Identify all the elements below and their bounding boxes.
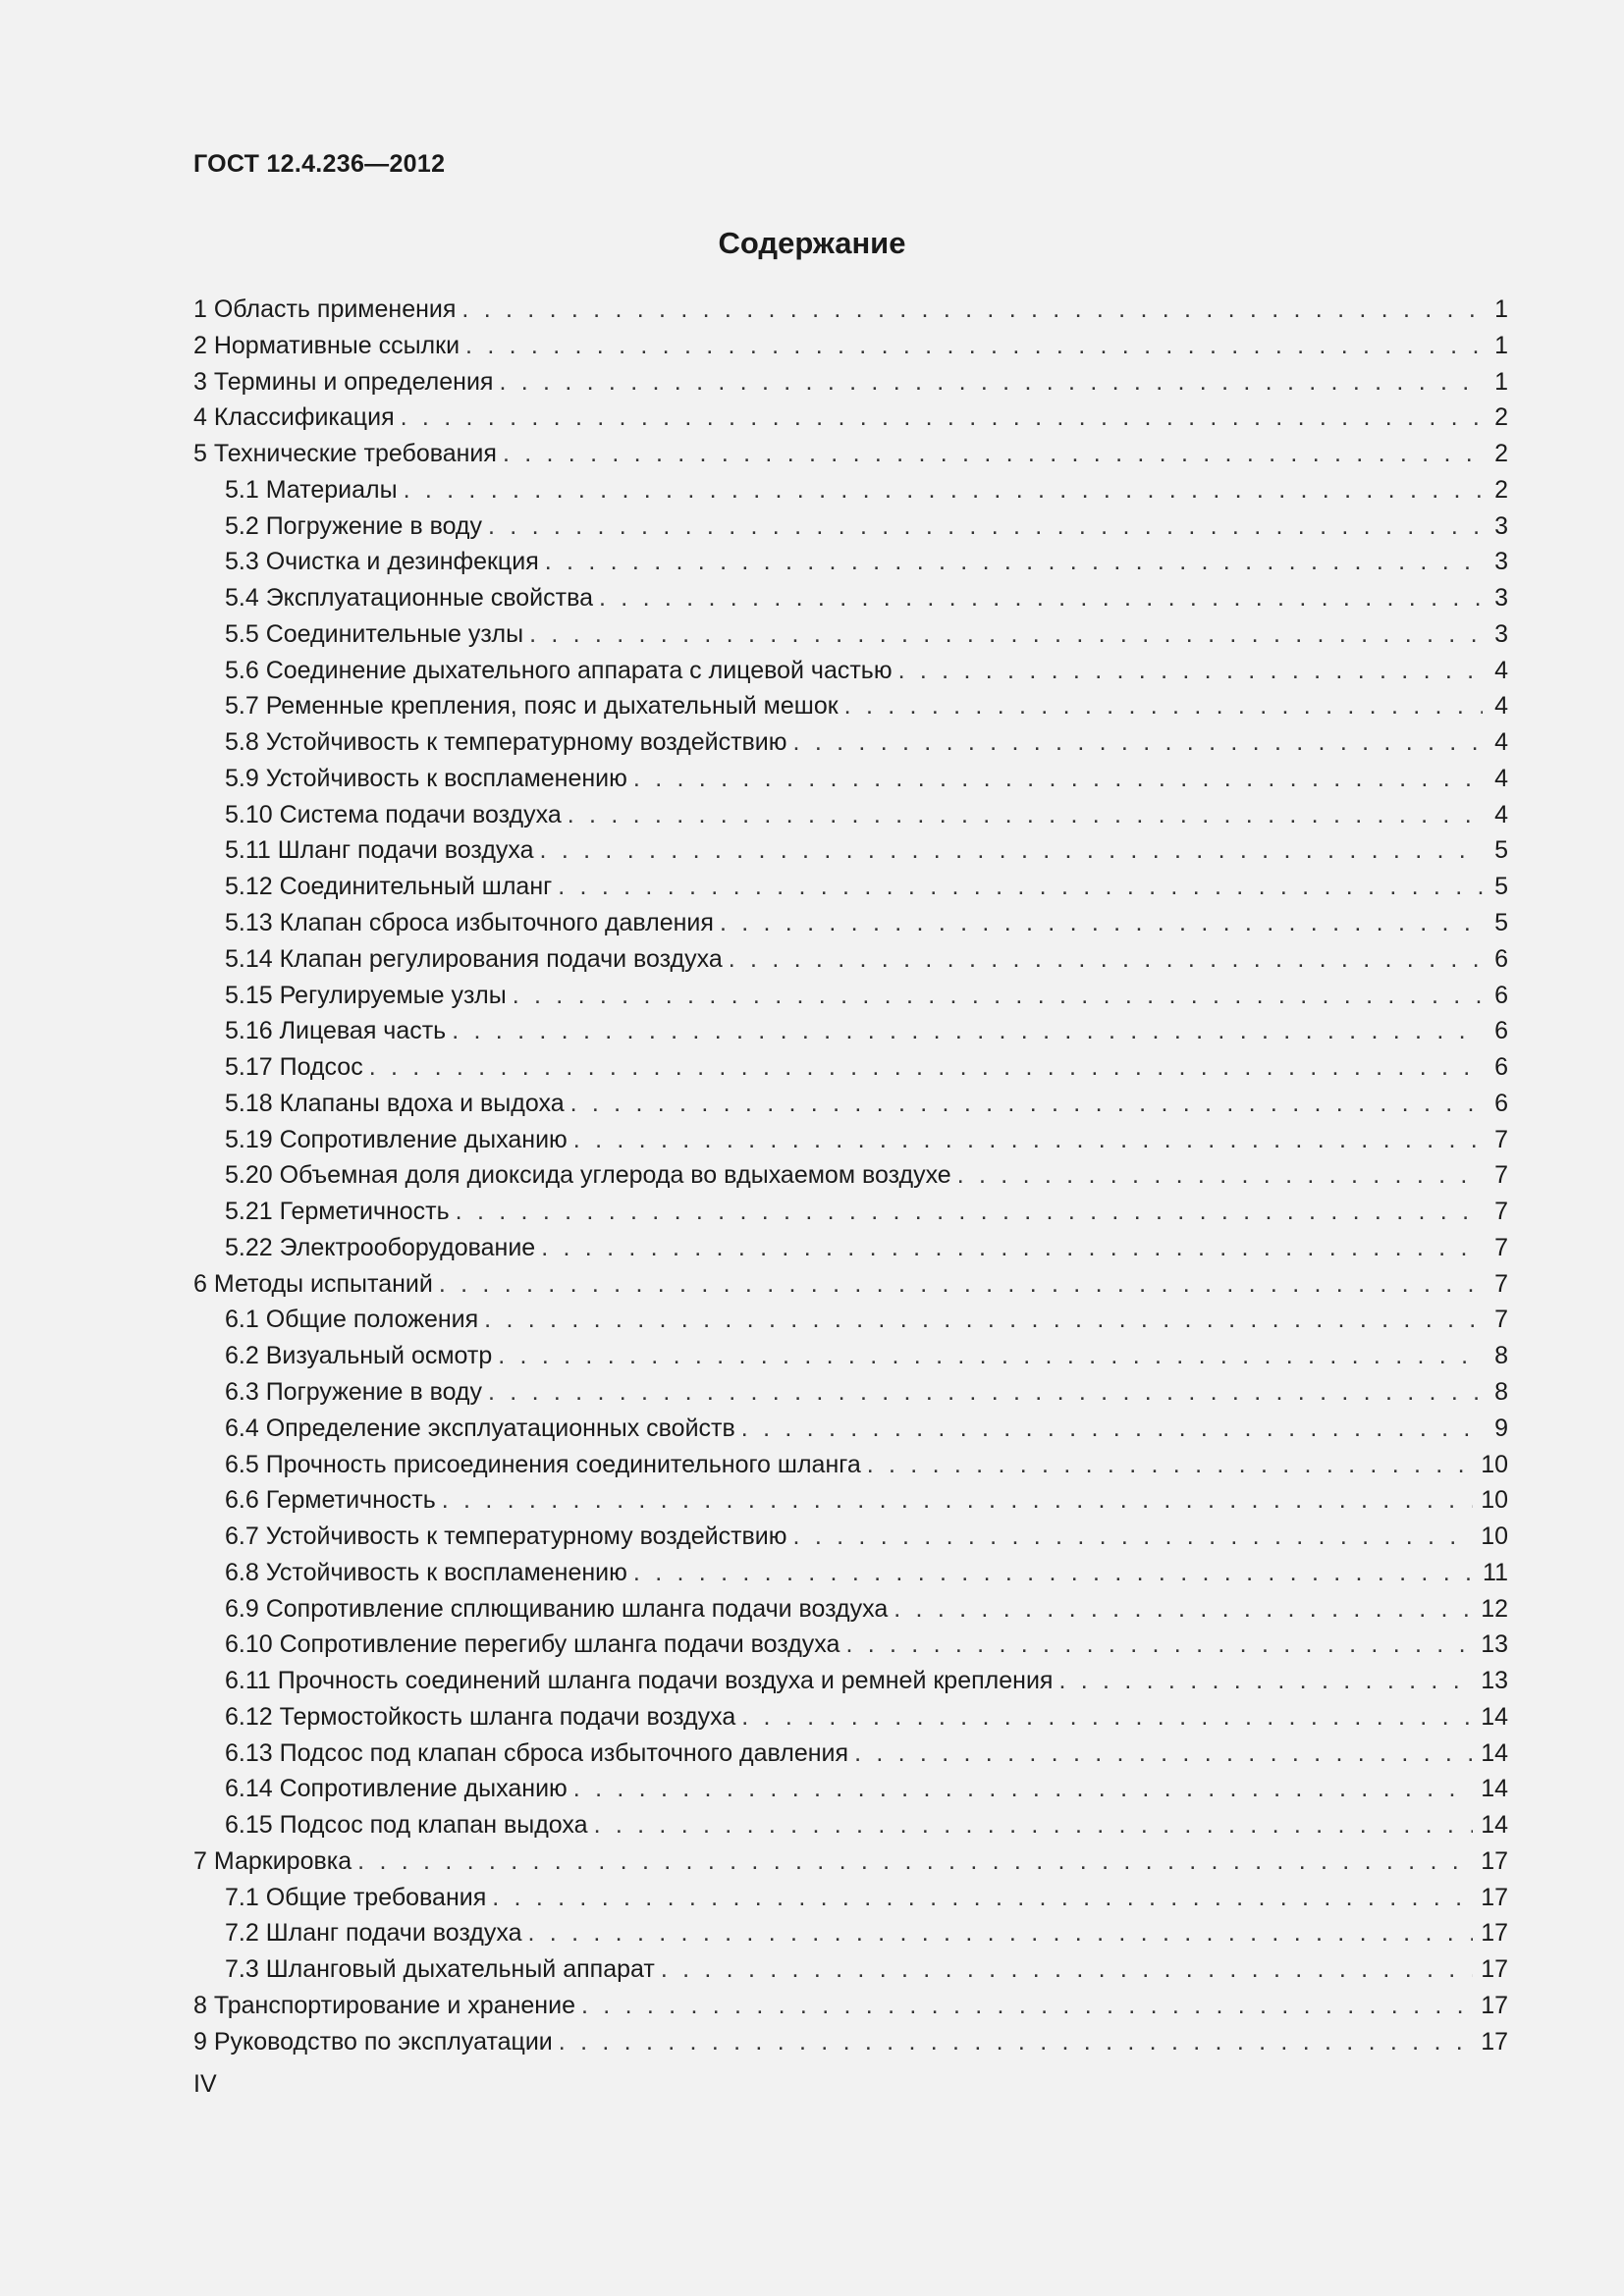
toc-dot-leader bbox=[633, 761, 1483, 797]
toc-entry bbox=[193, 1411, 1508, 1447]
toc-entry-page: 14 bbox=[1481, 1702, 1508, 1731]
toc-entry-label: 6.3 Погружение в воду bbox=[225, 1377, 483, 1406]
toc-entry-label: 6.15 Подсос под клапан выдоха bbox=[225, 1811, 588, 1840]
toc-dot-leader bbox=[793, 1519, 1474, 1555]
toc-entry-label: 6.13 Подсос под клапан сброса избыточного давления bbox=[225, 1738, 849, 1767]
toc-entry-page: 6 bbox=[1494, 1017, 1508, 1045]
page-number: IV bbox=[193, 2070, 217, 2098]
toc-entry-page: 3 bbox=[1494, 619, 1508, 648]
toc-entry bbox=[193, 580, 1508, 616]
toc-entry-label: 5.18 Клапаны вдоха и выдоха bbox=[225, 1089, 565, 1117]
toc-entry-label: 5.13 Клапан сброса избыточного давления bbox=[225, 909, 714, 937]
toc-entry-label: 4 Классификация bbox=[193, 403, 395, 432]
toc-dot-leader bbox=[741, 1411, 1483, 1447]
toc-entry-label: 5.6 Соединение дыхательного аппарата с лицевой частью bbox=[225, 656, 893, 684]
toc-dot-leader bbox=[559, 2024, 1473, 2060]
toc-entry-page: 8 bbox=[1494, 1342, 1508, 1370]
toc-entry bbox=[193, 364, 1508, 400]
toc-entry bbox=[193, 544, 1508, 580]
toc-dot-leader bbox=[793, 724, 1483, 761]
toc-entry-label: 1 Область применения bbox=[193, 295, 457, 323]
toc-entry-label: 6.9 Сопротивление сплющиванию шланга подачи воздуха bbox=[225, 1594, 889, 1623]
toc-dot-leader bbox=[529, 616, 1483, 653]
toc-entry bbox=[193, 905, 1508, 941]
toc-dot-leader bbox=[528, 1915, 1474, 1951]
toc-entry-page: 10 bbox=[1481, 1486, 1508, 1515]
toc-entry bbox=[193, 1555, 1508, 1591]
toc-entry bbox=[193, 1519, 1508, 1555]
toc-entry bbox=[193, 616, 1508, 653]
toc-entry-page: 17 bbox=[1481, 1846, 1508, 1875]
toc-dot-leader bbox=[633, 1555, 1475, 1591]
toc-entry bbox=[193, 1447, 1508, 1483]
page-title: Содержание bbox=[718, 226, 906, 260]
toc-entry-page: 4 bbox=[1494, 692, 1508, 721]
toc-entry-page: 7 bbox=[1494, 1306, 1508, 1334]
toc-entry-label: 6.11 Прочность соединений шланга подачи воздуха и ремней крепления bbox=[225, 1667, 1054, 1695]
toc-entry-label: 7.1 Общие требования bbox=[225, 1883, 487, 1911]
toc-entry-label: 2 Нормативные ссылки bbox=[193, 331, 460, 359]
toc-entry-label: 6.14 Сопротивление дыханию bbox=[225, 1775, 568, 1803]
toc-dot-leader bbox=[844, 688, 1483, 724]
toc-dot-leader bbox=[488, 508, 1483, 545]
toc-entry-page: 17 bbox=[1481, 1955, 1508, 1984]
toc-entry-page: 14 bbox=[1481, 1775, 1508, 1803]
toc-entry-page: 13 bbox=[1481, 1667, 1508, 1695]
toc-entry bbox=[193, 436, 1508, 472]
toc-dot-leader bbox=[439, 1266, 1483, 1303]
toc-dot-leader bbox=[369, 1049, 1483, 1086]
toc-dot-leader bbox=[720, 905, 1483, 941]
toc-dot-leader bbox=[599, 580, 1483, 616]
toc-dot-leader bbox=[404, 472, 1483, 508]
toc-entry-label: 6.5 Прочность присоединения соединительного шланга bbox=[225, 1450, 861, 1478]
toc-entry-label: 5.8 Устойчивость к температурному воздействию bbox=[225, 728, 787, 757]
toc-entry-label: 5.14 Клапан регулирования подачи воздуха bbox=[225, 944, 723, 973]
toc-entry-page: 4 bbox=[1494, 656, 1508, 684]
toc-entry bbox=[193, 2024, 1508, 2060]
toc-entry bbox=[193, 832, 1508, 869]
toc-entry bbox=[193, 761, 1508, 797]
toc-entry bbox=[193, 653, 1508, 689]
toc-entry-label: 5.1 Материалы bbox=[225, 475, 398, 504]
toc-dot-leader bbox=[401, 400, 1483, 436]
toc-entry bbox=[193, 1807, 1508, 1843]
toc-entry bbox=[193, 1771, 1508, 1807]
toc-entry-label: 5.10 Система подачи воздуха bbox=[225, 800, 562, 828]
toc-entry bbox=[193, 869, 1508, 905]
toc-entry-page: 10 bbox=[1481, 1450, 1508, 1478]
toc-dot-leader bbox=[499, 364, 1483, 400]
toc-entry-label: 6.8 Устойчивость к воспламенению bbox=[225, 1558, 627, 1586]
toc-entry-label: 5.2 Погружение в воду bbox=[225, 511, 483, 540]
toc-entry-label: 5.22 Электрооборудование bbox=[225, 1233, 536, 1261]
toc-entry bbox=[193, 328, 1508, 364]
toc-dot-leader bbox=[484, 1302, 1483, 1338]
toc-entry-label: 5.4 Эксплуатационные свойства bbox=[225, 584, 593, 613]
toc-entry bbox=[193, 292, 1508, 328]
toc-entry bbox=[193, 724, 1508, 761]
toc-entry-label: 5.7 Ременные крепления, пояс и дыхательный мешок bbox=[225, 692, 839, 721]
toc-dot-leader bbox=[741, 1699, 1473, 1735]
toc-entry-page: 9 bbox=[1494, 1414, 1508, 1442]
toc-entry bbox=[193, 688, 1508, 724]
toc-dot-leader bbox=[661, 1951, 1473, 1988]
toc-entry bbox=[193, 941, 1508, 978]
toc-entry-label: 5.19 Сопротивление дыханию bbox=[225, 1125, 568, 1153]
toc-dot-leader bbox=[465, 328, 1483, 364]
toc-entry-label: 5.12 Соединительный шланг bbox=[225, 873, 553, 901]
toc-entry-page: 2 bbox=[1494, 440, 1508, 468]
toc-entry-page: 5 bbox=[1494, 909, 1508, 937]
toc-dot-leader bbox=[558, 869, 1483, 905]
toc-dot-leader bbox=[461, 292, 1483, 328]
toc-dot-leader bbox=[581, 1988, 1473, 2024]
toc-entry-page: 7 bbox=[1494, 1161, 1508, 1190]
table-of-contents bbox=[193, 292, 1508, 2060]
toc-dot-leader bbox=[452, 1013, 1483, 1049]
toc-dot-leader bbox=[357, 1843, 1473, 1880]
toc-entry-page: 17 bbox=[1481, 1919, 1508, 1948]
toc-entry bbox=[193, 472, 1508, 508]
toc-entry bbox=[193, 978, 1508, 1014]
toc-entry-page: 1 bbox=[1494, 295, 1508, 323]
toc-dot-leader bbox=[867, 1447, 1473, 1483]
toc-entry-page: 2 bbox=[1494, 403, 1508, 432]
toc-entry-label: 6.10 Сопротивление перегибу шланга подачи воздуха bbox=[225, 1630, 840, 1659]
toc-entry bbox=[193, 1374, 1508, 1411]
toc-entry-page: 17 bbox=[1481, 1883, 1508, 1911]
toc-entry bbox=[193, 1699, 1508, 1735]
toc-entry-label: 5.21 Герметичность bbox=[225, 1198, 450, 1226]
toc-dot-leader bbox=[893, 1591, 1473, 1628]
toc-entry bbox=[193, 1194, 1508, 1230]
toc-entry bbox=[193, 1122, 1508, 1158]
toc-dot-leader bbox=[729, 941, 1483, 978]
toc-entry bbox=[193, 1482, 1508, 1519]
toc-entry-label: 7.3 Шланговый дыхательный аппарат bbox=[225, 1955, 655, 1984]
toc-entry-page: 7 bbox=[1494, 1269, 1508, 1298]
toc-entry bbox=[193, 400, 1508, 436]
toc-entry-page: 3 bbox=[1494, 584, 1508, 613]
toc-dot-leader bbox=[541, 1230, 1483, 1266]
toc-entry bbox=[193, 1157, 1508, 1194]
toc-entry-label: 9 Руководство по эксплуатации bbox=[193, 2027, 553, 2056]
toc-entry bbox=[193, 1663, 1508, 1699]
toc-entry-label: 5.5 Соединительные узлы bbox=[225, 619, 524, 648]
toc-entry-page: 4 bbox=[1494, 800, 1508, 828]
toc-entry-page: 2 bbox=[1494, 475, 1508, 504]
toc-entry bbox=[193, 1880, 1508, 1916]
toc-entry-page: 14 bbox=[1481, 1811, 1508, 1840]
toc-dot-leader bbox=[845, 1627, 1473, 1663]
toc-entry-label: 3 Термины и определения bbox=[193, 367, 494, 396]
toc-entry bbox=[193, 1013, 1508, 1049]
toc-entry-label: 7 Маркировка bbox=[193, 1846, 352, 1875]
toc-entry bbox=[193, 508, 1508, 545]
toc-entry-label: 5.17 Подсос bbox=[225, 1053, 363, 1082]
toc-entry-page: 5 bbox=[1494, 873, 1508, 901]
toc-entry-page: 1 bbox=[1494, 367, 1508, 396]
toc-entry-page: 6 bbox=[1494, 1053, 1508, 1082]
toc-entry bbox=[193, 1915, 1508, 1951]
toc-entry-page: 7 bbox=[1494, 1125, 1508, 1153]
toc-entry-page: 17 bbox=[1481, 2027, 1508, 2056]
toc-entry bbox=[193, 1302, 1508, 1338]
toc-dot-leader bbox=[492, 1880, 1473, 1916]
toc-dot-leader bbox=[545, 544, 1483, 580]
toc-entry-page: 7 bbox=[1494, 1233, 1508, 1261]
toc-entry bbox=[193, 1086, 1508, 1122]
toc-entry-label: 5.3 Очистка и дезинфекция bbox=[225, 548, 539, 576]
toc-dot-leader bbox=[573, 1122, 1483, 1158]
toc-dot-leader bbox=[442, 1482, 1473, 1519]
toc-dot-leader bbox=[898, 653, 1483, 689]
toc-dot-leader bbox=[488, 1374, 1483, 1411]
toc-entry bbox=[193, 1988, 1508, 2024]
toc-entry-label: 5.9 Устойчивость к воспламенению bbox=[225, 764, 627, 792]
toc-entry-page: 12 bbox=[1481, 1594, 1508, 1623]
toc-entry-label: 5.20 Объемная доля диоксида углерода во вдыхаемом воздухе bbox=[225, 1161, 951, 1190]
toc-dot-leader bbox=[456, 1194, 1483, 1230]
toc-entry-page: 11 bbox=[1483, 1558, 1508, 1586]
toc-dot-leader bbox=[513, 978, 1483, 1014]
toc-entry bbox=[193, 1338, 1508, 1374]
toc-entry-page: 8 bbox=[1494, 1377, 1508, 1406]
toc-entry-page: 4 bbox=[1494, 764, 1508, 792]
toc-entry-label: 5.15 Регулируемые узлы bbox=[225, 981, 507, 1009]
toc-entry-page: 6 bbox=[1494, 1089, 1508, 1117]
toc-dot-leader bbox=[498, 1338, 1483, 1374]
toc-entry-page: 6 bbox=[1494, 944, 1508, 973]
toc-entry-page: 3 bbox=[1494, 511, 1508, 540]
toc-entry-label: 7.2 Шланг подачи воздуха bbox=[225, 1919, 522, 1948]
toc-entry-page: 5 bbox=[1494, 836, 1508, 865]
toc-entry bbox=[193, 1049, 1508, 1086]
toc-dot-leader bbox=[854, 1735, 1473, 1772]
toc-entry-page: 14 bbox=[1481, 1738, 1508, 1767]
toc-entry bbox=[193, 1230, 1508, 1266]
toc-entry-label: 8 Транспортирование и хранение bbox=[193, 1991, 575, 2019]
toc-dot-leader bbox=[503, 436, 1483, 472]
document-code: ГОСТ 12.4.236—2012 bbox=[193, 150, 446, 178]
toc-entry bbox=[193, 1951, 1508, 1988]
toc-entry-label: 5 Технические требования bbox=[193, 440, 497, 468]
toc-entry-label: 6.4 Определение эксплуатационных свойств bbox=[225, 1414, 735, 1442]
toc-entry-page: 7 bbox=[1494, 1198, 1508, 1226]
toc-dot-leader bbox=[594, 1807, 1474, 1843]
toc-entry-label: 6.12 Термостойкость шланга подачи воздуха bbox=[225, 1702, 736, 1731]
toc-entry-page: 1 bbox=[1494, 331, 1508, 359]
toc-entry-page: 10 bbox=[1481, 1522, 1508, 1551]
toc-entry-page: 13 bbox=[1481, 1630, 1508, 1659]
toc-entry bbox=[193, 1627, 1508, 1663]
toc-entry bbox=[193, 797, 1508, 833]
toc-dot-leader bbox=[957, 1157, 1483, 1194]
toc-entry-page: 6 bbox=[1494, 981, 1508, 1009]
toc-entry bbox=[193, 1591, 1508, 1628]
toc-entry-label: 5.16 Лицевая часть bbox=[225, 1017, 447, 1045]
toc-entry-page: 4 bbox=[1494, 728, 1508, 757]
toc-dot-leader bbox=[568, 797, 1483, 833]
toc-entry-page: 17 bbox=[1481, 1991, 1508, 2019]
toc-entry bbox=[193, 1843, 1508, 1880]
toc-entry-label: 6.7 Устойчивость к температурному воздействию bbox=[225, 1522, 787, 1551]
toc-dot-leader bbox=[540, 832, 1483, 869]
toc-entry bbox=[193, 1735, 1508, 1772]
toc-entry-label: 5.11 Шланг подачи воздуха bbox=[225, 836, 534, 865]
toc-entry-page: 3 bbox=[1494, 548, 1508, 576]
toc-entry-label: 6.1 Общие положения bbox=[225, 1306, 479, 1334]
toc-entry-label: 6 Методы испытаний bbox=[193, 1269, 433, 1298]
toc-dot-leader bbox=[570, 1086, 1483, 1122]
toc-entry-label: 6.6 Герметичность bbox=[225, 1486, 436, 1515]
toc-dot-leader bbox=[1058, 1663, 1473, 1699]
toc-dot-leader bbox=[573, 1771, 1473, 1807]
toc-entry-label: 6.2 Визуальный осмотр bbox=[225, 1342, 493, 1370]
toc-entry bbox=[193, 1266, 1508, 1303]
